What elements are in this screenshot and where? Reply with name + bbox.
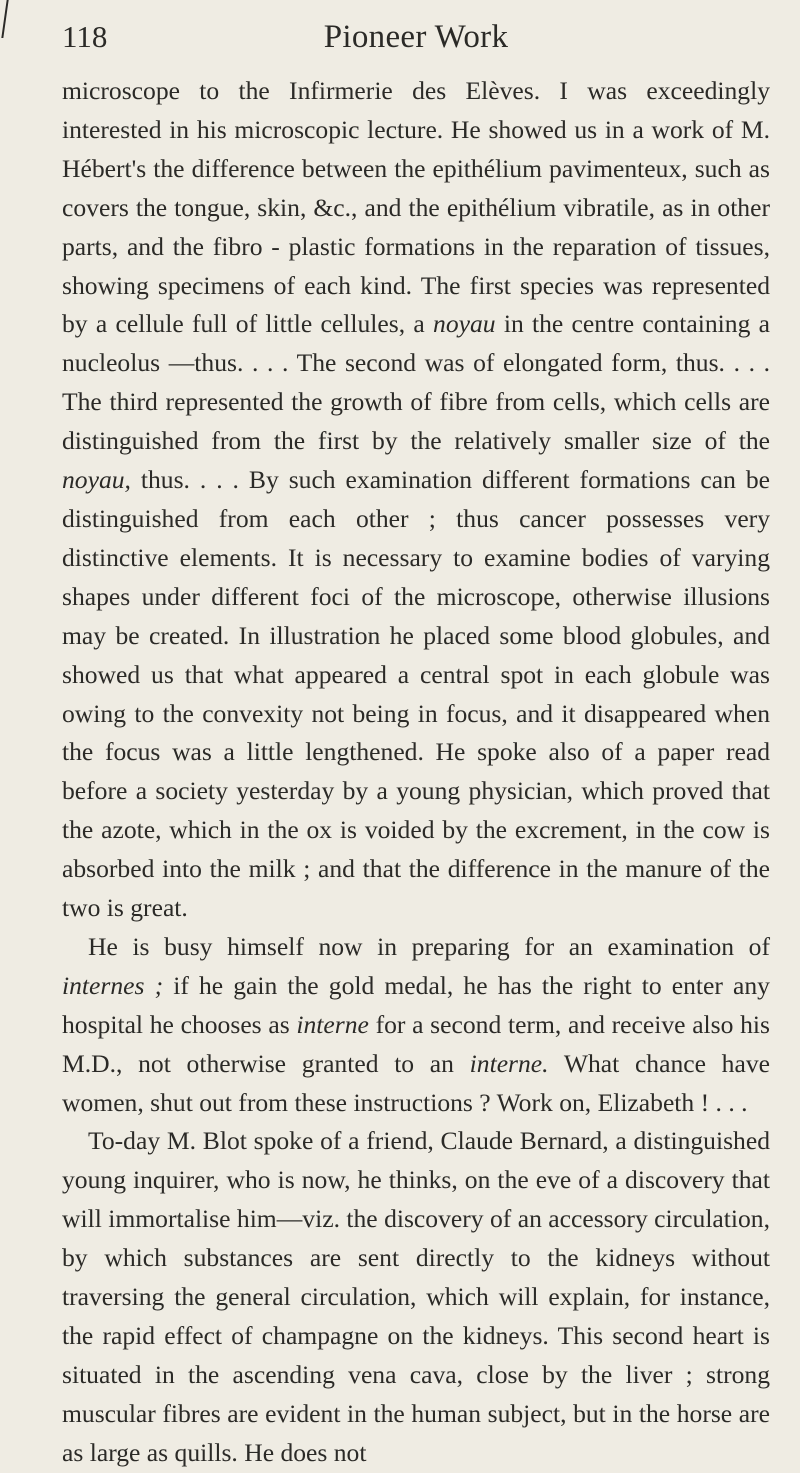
running-title: Pioneer Work [323, 19, 509, 55]
paragraph-2-italic-interne-b: interne. [469, 1048, 549, 1078]
paragraph-1-text-a: microscope to the Infirmerie des Elèves. I was exceedingly interested in his microscopic lecture. He showed us in a work of M. Hébert's the difference between the epithélium pavimenteux, such as covers the tongue, skin, &c., and the epithélium vibratile, as in other parts, and the fibro - plastic formations in the reparation of tissues, showing specimens of each kind. The first species was represented by a cellule full of little cellules, a [62, 76, 770, 339]
page-header [62, 8, 770, 66]
paragraph-2-text-d: What chance have women, shut out from these instructions ? Work on, Elizabeth ! . . . [62, 1048, 770, 1117]
paragraph-2-italic-interne-a: interne [296, 1009, 369, 1039]
paragraph-2-text-a: He is busy himself now in preparing for an examination of [88, 931, 770, 961]
paragraph-2-text-b: if he gain the gold medal, he has the right to enter any hospital he chooses as [62, 970, 770, 1039]
paragraph-2-text-c: for a second term, and receive also his M.D., not otherwise granted to an [62, 1009, 770, 1078]
paragraph-1-text-c: thus. . . . By such examination different formations can be distinguished from each other ; thus cancer possesses very distinctive elements. It is necessary to examine bodies of varying shapes under different foci of the microscope, otherwise illusions may be created. In illustration he placed some blood globules, and showed us that what appeared a central spot in each globule was owing to the convexity not being in focus, and it disappeared when the focus was a little lengthened. He spoke also of a paper read before a society yesterday by a young physician, which proved that the azote, which in the ox is voided by the excrement, in the cow is absorbed into the milk ; and that the difference in the manure of the two is great. [62, 465, 770, 923]
paragraph-2 [62, 928, 770, 1123]
paragraph-2-italic-internes: internes ; [62, 970, 164, 1000]
paragraph-1-italic-noyau-b: noyau, [62, 465, 131, 495]
body-text [62, 72, 770, 1473]
page-edge-rule [1, 0, 8, 38]
paragraph-3: To-day M. Blot spoke of a friend, Claude Bernard, a distinguished young inquirer, who is now, he thinks, on the eve of a discovery that will immortalise him—viz. the discovery of an accessory circulation, by which substances are sent directly to the kidneys without traversing the general circulation, which will explain, for instance, the rapid effect of champagne on the kidneys. This second heart is situated in the ascending vena cava, close by the liver ; strong muscular fibres are evident in the human subject, but in the horse are as large as quills. He does not [62, 1126, 770, 1467]
paragraph-1-italic-noyau-a: noyau [433, 309, 496, 339]
paragraph-1 [62, 72, 770, 928]
paragraph-1-text-b: in the centre containing a nucleolus —thus. . . . The second was of elongated form, thus. . . . The third represented the growth of fibre from cells, which cells are distinguished from the first by the relatively smaller size of the [62, 309, 770, 456]
page-number: 118 [62, 19, 108, 54]
